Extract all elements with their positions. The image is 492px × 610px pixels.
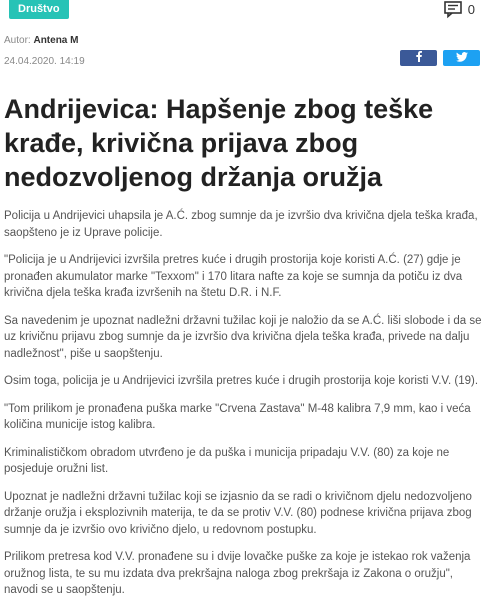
comment-icon: [444, 1, 462, 17]
facebook-share-button[interactable]: [400, 50, 437, 66]
article-paragraph: "Policija je u Andrijevici izvršila pretres kuće i drugih prostorija koje koristi A.Ć. (27) gdje je pronađen akumulator marke "Texxom" i 170 litara nafte za koje se sumnja da potiču iz dva krivična djela teška krađa izvršenih na štetu D.R. i N.F.: [4, 254, 463, 299]
facebook-icon: [416, 49, 422, 67]
twitter-share-button[interactable]: [443, 50, 480, 66]
article-paragraph: Prilikom pretresa kod V.V. pronađene su i dvije lovačke puške za koje je istekao rok važenja oružnog lista, te su mu izdata dva prekršajna naloga zbog prekršaja iz Zakona o oružju", navodi se u saopštenju.: [4, 551, 471, 596]
article-paragraph: "Tom prilikom je pronađena puška marke "Crvena Zastava" M-48 kalibra 7,9 mm, kao i veća količina municije istog kalibra.: [4, 402, 471, 431]
author-line: [4, 35, 78, 46]
comments-link[interactable]: [444, 0, 475, 18]
article-paragraph: Policija u Andrijevici uhapsila je A.Ć. zbog sumnje da je izvršio dva krivična djela teška krađa, saopšteno je iz Uprave policije.: [4, 210, 478, 239]
article-paragraph: Osim toga, policija je u Andrijevici izvršila pretres kuće i drugih prostorija koje koristi V.V. (19).: [4, 375, 479, 387]
publish-date: 24.04.2020. 14:19: [4, 56, 85, 67]
article-topbar: [5, 0, 487, 24]
comments-count: 0: [467, 1, 475, 17]
share-buttons: [400, 50, 480, 66]
category-badge[interactable]: Društvo: [9, 0, 69, 19]
article-paragraph: Kriminalističkom obradom utvrđeno je da puška i municija pripadaju V.V. (80) za koje ne posjeduje oružni list.: [4, 446, 450, 475]
article-paragraph: Sa navedenim je upoznat nadležni državni tužilac koji je naložio da se A.Ć. liši slobode i da se uz krivičnu prijavu zbog sumnje da je izvršio dva krivična djela teška krađa, privede na dalju nadležnost", piše u saopštenju.: [4, 314, 482, 360]
article-body: [4, 208, 482, 610]
author-label: Autor:: [4, 35, 31, 46]
article-paragraph: Upoznat je nadležni državni tužilac koji se izjasnio da se radi o krivičnom djelu nedozvoljeno držanje oružja i eksplozivnih materija, te da se protiv V.V. (80) podnese krivična prijava zbog sumnje da je izvršio ovo krivično djelo, u redovnom postupku.: [4, 490, 472, 536]
article-title: Andrijevica: Hapšenje zbog teške krađe, krivična prijava zbog nedozvoljenog držanja oružja: [4, 94, 434, 192]
twitter-icon: [456, 49, 468, 67]
author-name-link[interactable]: Antena M: [33, 35, 79, 46]
